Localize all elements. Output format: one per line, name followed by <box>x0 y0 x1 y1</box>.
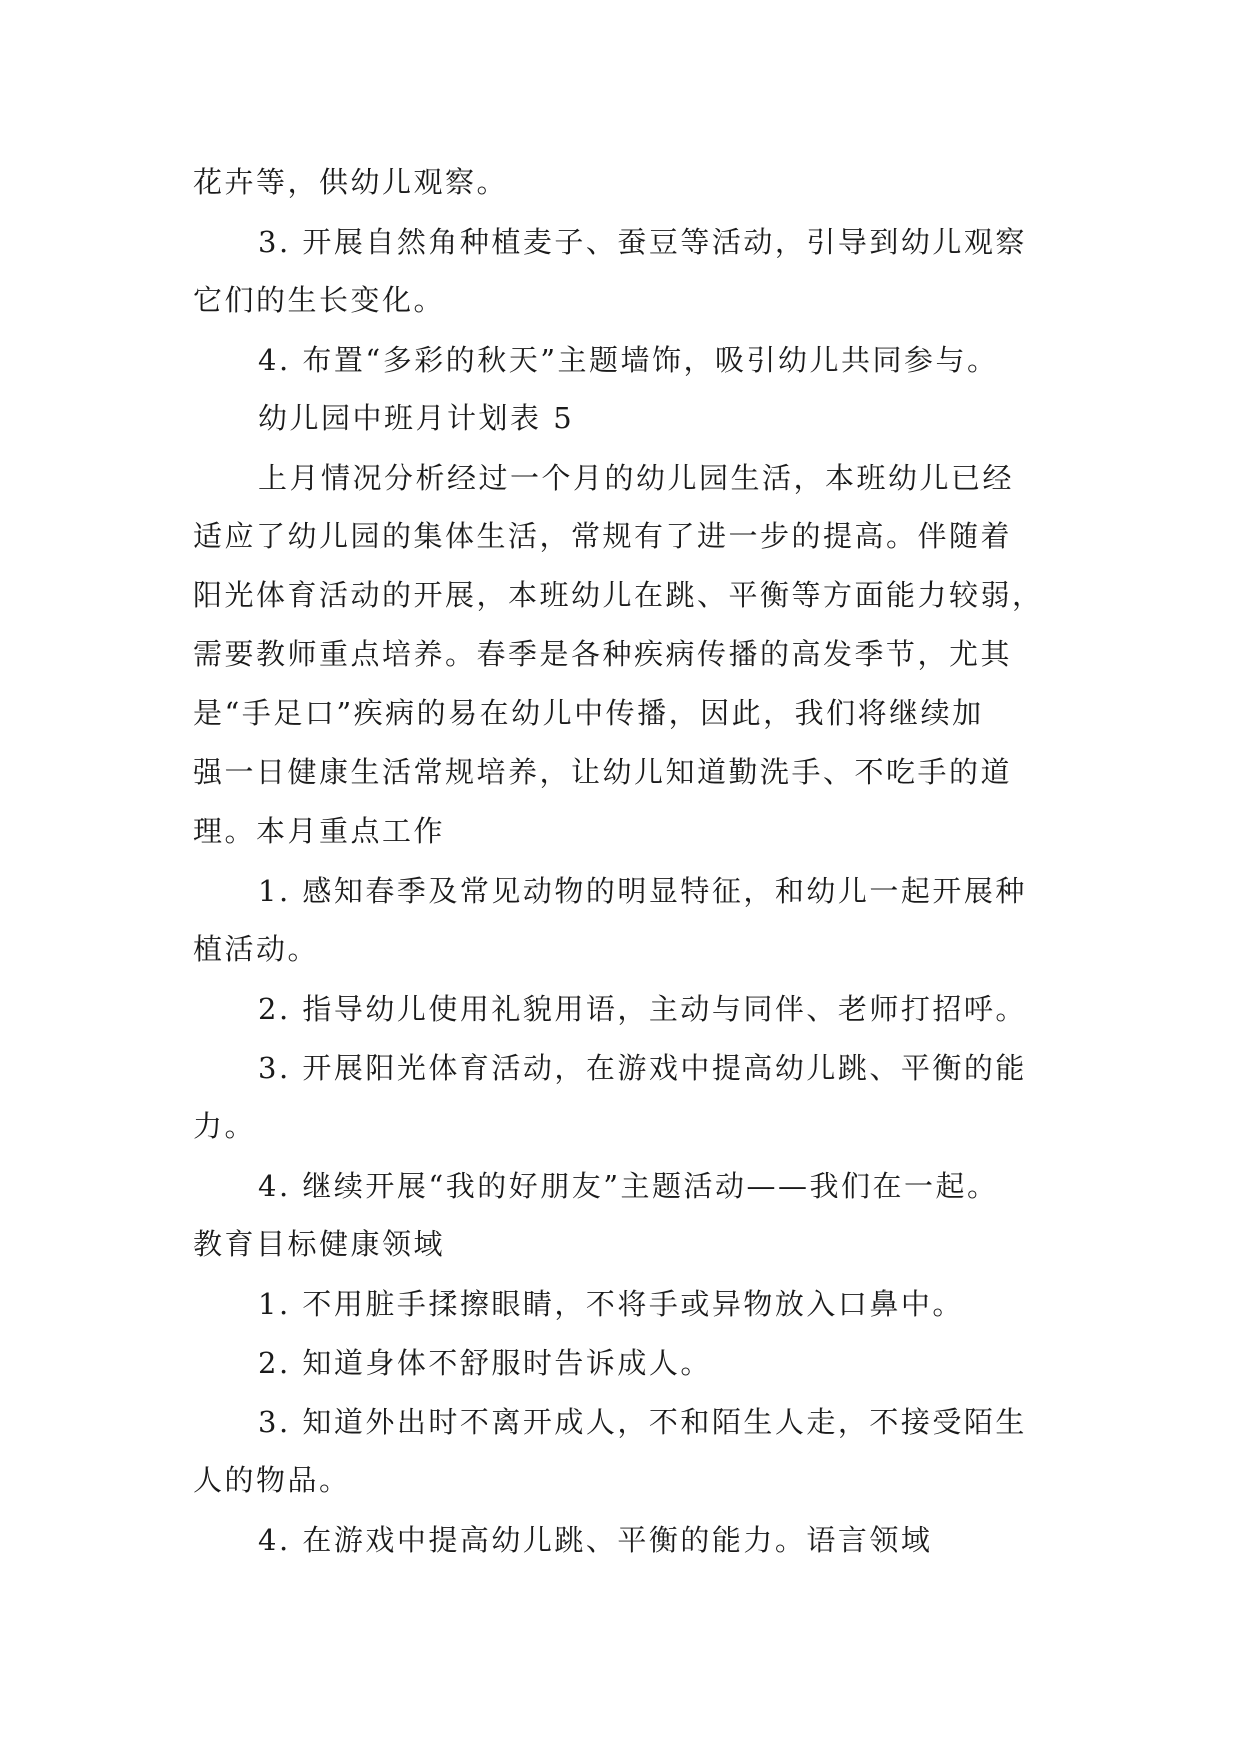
text-line: 4. 布置“多彩的秋天”主题墙饰，吸引幼儿共同参与。 <box>258 343 999 377</box>
text-line: 它们的生长变化。 <box>193 283 446 317</box>
text-line: 理。本月重点工作 <box>193 814 446 848</box>
text-line: 强一日健康生活常规培养，让幼儿知道勤洗手、不吃手的道 <box>193 755 1013 789</box>
text-line: 人的物品。 <box>193 1463 351 1497</box>
text-line: 植活动。 <box>193 932 320 966</box>
text-line: 3. 开展阳光体育活动，在游戏中提高幼儿跳、平衡的能 <box>258 1051 1027 1085</box>
text-line: 需要教师重点培养。春季是各种疾病传播的高发季节，尤其 <box>193 637 1013 671</box>
text-line: 4. 在游戏中提高幼儿跳、平衡的能力。语言领域 <box>258 1523 933 1557</box>
section-title: 幼儿园中班月计划表 5 <box>258 401 575 435</box>
text-line: 1. 不用脏手揉擦眼睛，不将手或异物放入口鼻中。 <box>258 1287 964 1321</box>
text-line: 1. 感知春季及常见动物的明显特征，和幼儿一起开展种 <box>258 874 1027 908</box>
text-line: 教育目标健康领域 <box>193 1227 446 1261</box>
text-line: 2. 知道身体不舒服时告诉成人。 <box>258 1346 712 1380</box>
text-line: 3. 知道外出时不离开成人，不和陌生人走，不接受陌生 <box>258 1405 1027 1439</box>
text-line: 4. 继续开展“我的好朋友”主题活动——我们在一起。 <box>258 1169 999 1203</box>
text-line: 上月情况分析经过一个月的幼儿园生活，本班幼儿已经 <box>258 461 1015 495</box>
text-line: 花卉等，供幼儿观察。 <box>193 165 509 199</box>
text-line: 2. 指导幼儿使用礼貌用语，主动与同伴、老师打招呼。 <box>258 992 1027 1026</box>
text-line: 阳光体育活动的开展，本班幼儿在跳、平衡等方面能力较弱， <box>193 578 1044 612</box>
text-line: 力。 <box>193 1109 257 1143</box>
text-line: 适应了幼儿园的集体生活，常规有了进一步的提高。伴随着 <box>193 519 1013 553</box>
text-line: 是“手足口”疾病的易在幼儿中传播，因此，我们将继续加 <box>193 696 984 730</box>
text-line: 3. 开展自然角种植麦子、蚕豆等活动，引导到幼儿观察 <box>258 225 1027 259</box>
